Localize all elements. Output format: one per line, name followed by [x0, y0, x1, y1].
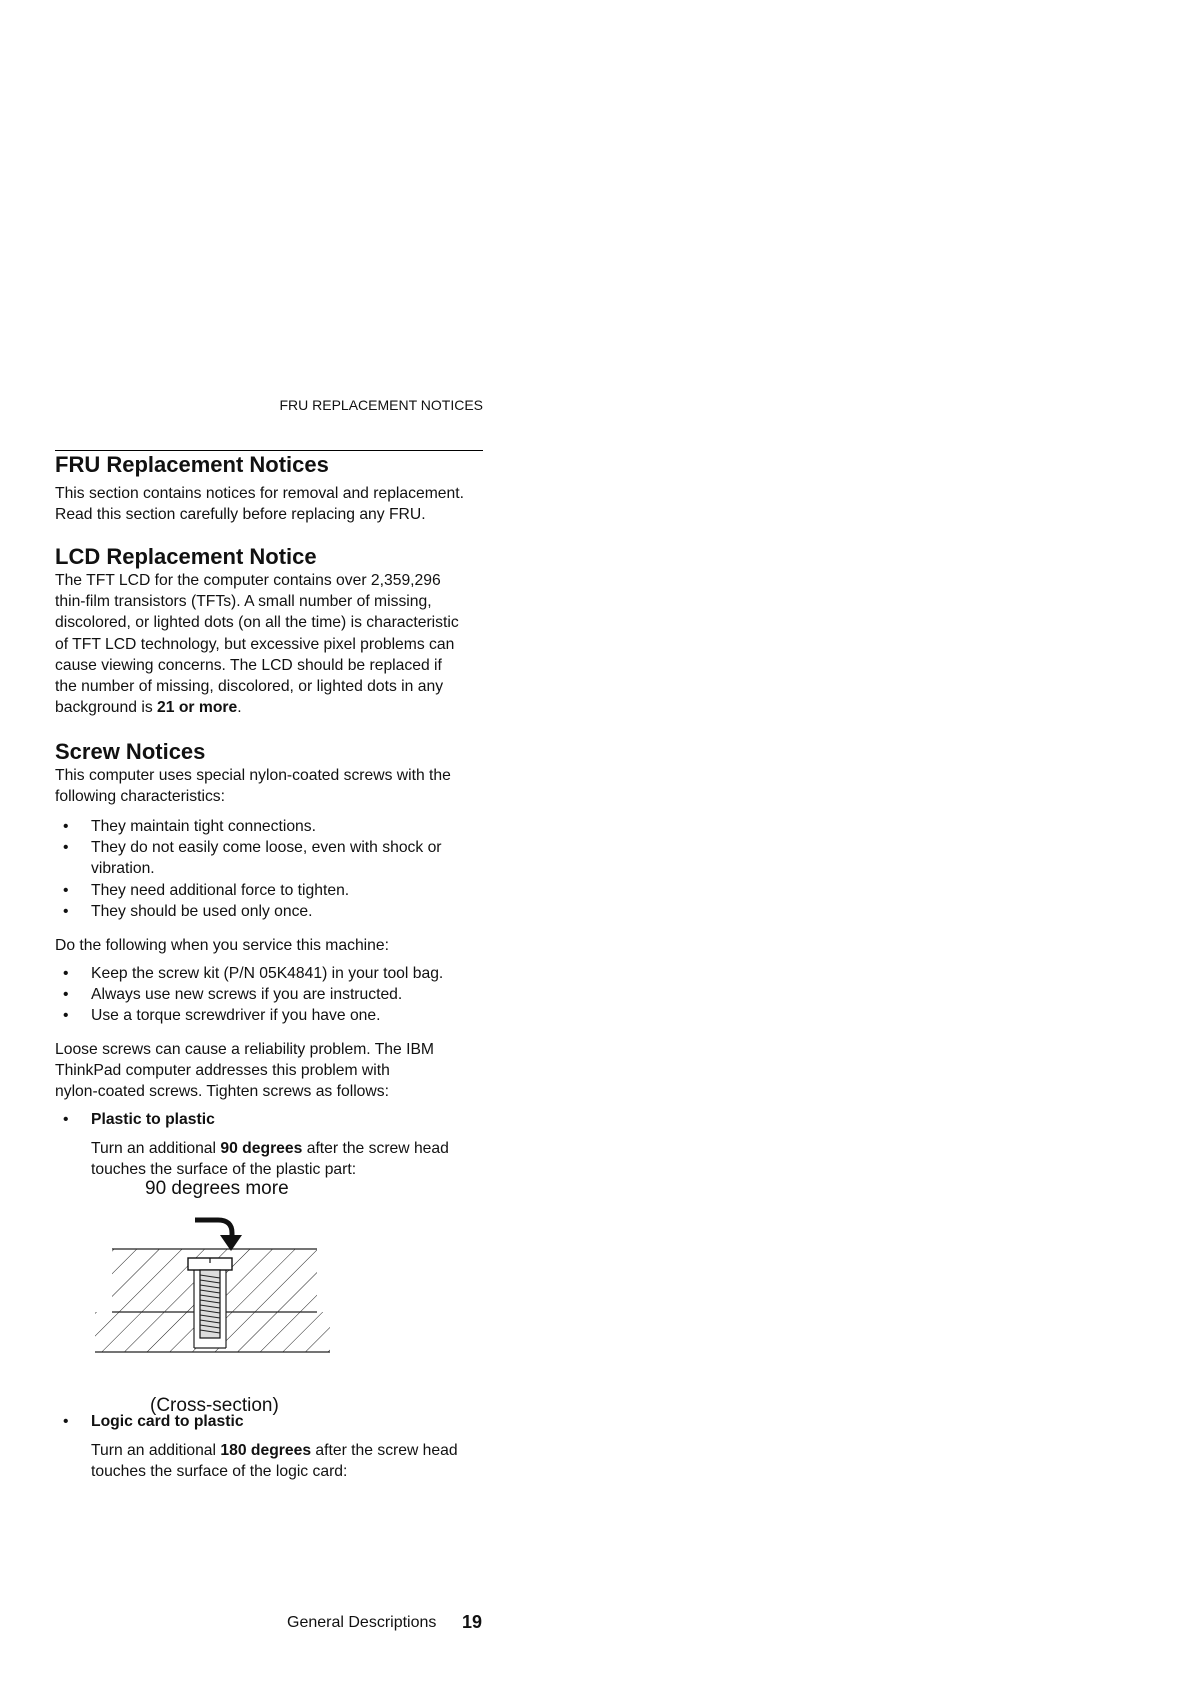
list-item: • They should be used only once. [55, 901, 480, 922]
list-item: • They maintain tight connections. [55, 816, 480, 837]
screw-intro-line: This computer uses special nylon-coated screws with the [55, 767, 451, 784]
list-item: • Always use new screws if you are instructed. [55, 984, 495, 1005]
fru-heading: FRU Replacement Notices [55, 452, 329, 477]
characteristics-list [55, 816, 480, 922]
lcd-text-line: thin-film transistors (TFTs). A small number of missing, [55, 593, 432, 611]
lcd-text-line: of TFT LCD technology, but excessive pixel problems can [55, 635, 455, 653]
screw-intro-line: following characteristics: [55, 788, 226, 806]
lcd-section [55, 544, 495, 718]
logic-instruction [91, 1440, 491, 1482]
lcd-last-prefix: background is [55, 699, 158, 717]
lcd-text-line: discolored, or lighted dots (on all the time) is characteristic [55, 614, 459, 632]
plastic-instruction [91, 1138, 491, 1180]
logic-prefix: Turn an additional [91, 1442, 221, 1459]
lcd-text-line: cause viewing concerns. The LCD should be replaced if [55, 656, 442, 674]
running-header: FRU REPLACEMENT NOTICES [279, 397, 483, 413]
figure-top-label: 90 degrees more [145, 1178, 289, 1199]
screw-cross-section-figure [90, 1205, 340, 1365]
logic-degrees: 180 degrees [220, 1442, 312, 1459]
screw-section [55, 739, 495, 807]
plastic-degrees: 90 degrees [220, 1140, 303, 1157]
footer-section-title: General Descriptions [287, 1614, 437, 1631]
logic-title: Logic card to plastic [91, 1413, 244, 1430]
page-number: 19 [462, 1612, 483, 1632]
figure-bottom-label: (Cross-section) [150, 1395, 279, 1416]
header-rule [55, 450, 483, 451]
list-item: • Use a torque screwdriver if you have one. [55, 1005, 495, 1026]
bullet-icon: • [63, 1413, 69, 1430]
lcd-text-line-last [55, 697, 495, 718]
fru-text-line: This section contains notices for removal and replacement. [55, 485, 464, 502]
rotation-arrow-icon [195, 1220, 242, 1251]
service-intro: Do the following when you service this machine: [55, 937, 389, 954]
plastic-suffix: after the screw head [302, 1140, 449, 1157]
loose-line: Loose screws can cause a reliability problem. The IBM [55, 1041, 434, 1058]
list-item: • They need additional force to tighten. [55, 880, 480, 901]
plastic-line1 [91, 1138, 491, 1159]
logic-suffix: after the screw head [311, 1442, 458, 1459]
lcd-text-line: The TFT LCD for the computer contains over 2,359,296 [55, 572, 441, 589]
lcd-heading: LCD Replacement Notice [55, 544, 317, 569]
list-item: • They do not easily come loose, even with shock or vibration. [55, 837, 480, 879]
bullet-icon: • [63, 1111, 69, 1128]
plastic-prefix: Turn an additional [91, 1140, 221, 1157]
loose-line: nylon-coated screws. Tighten screws as follows: [55, 1083, 389, 1101]
plastic-title: Plastic to plastic [91, 1111, 215, 1128]
logic-line2: touches the surface of the logic card: [91, 1463, 348, 1481]
fru-text-line: Read this section carefully before replacing any FRU. [55, 506, 426, 524]
service-list [55, 963, 495, 1027]
fru-section [55, 452, 495, 525]
plastic-line2: touches the surface of the plastic part: [91, 1161, 357, 1179]
lcd-text-line: the number of missing, discolored, or lighted dots in any [55, 678, 444, 696]
loose-line: ThinkPad computer addresses this problem with [55, 1062, 390, 1080]
list-item: • Keep the screw kit (P/N 05K4841) in your tool bag. [55, 963, 495, 984]
screw-heading: Screw Notices [55, 739, 206, 764]
logic-line1 [91, 1440, 491, 1461]
loose-screws-text [55, 1039, 495, 1103]
lcd-threshold: 21 or more [157, 699, 238, 717]
lcd-last-suffix: . [237, 699, 242, 717]
